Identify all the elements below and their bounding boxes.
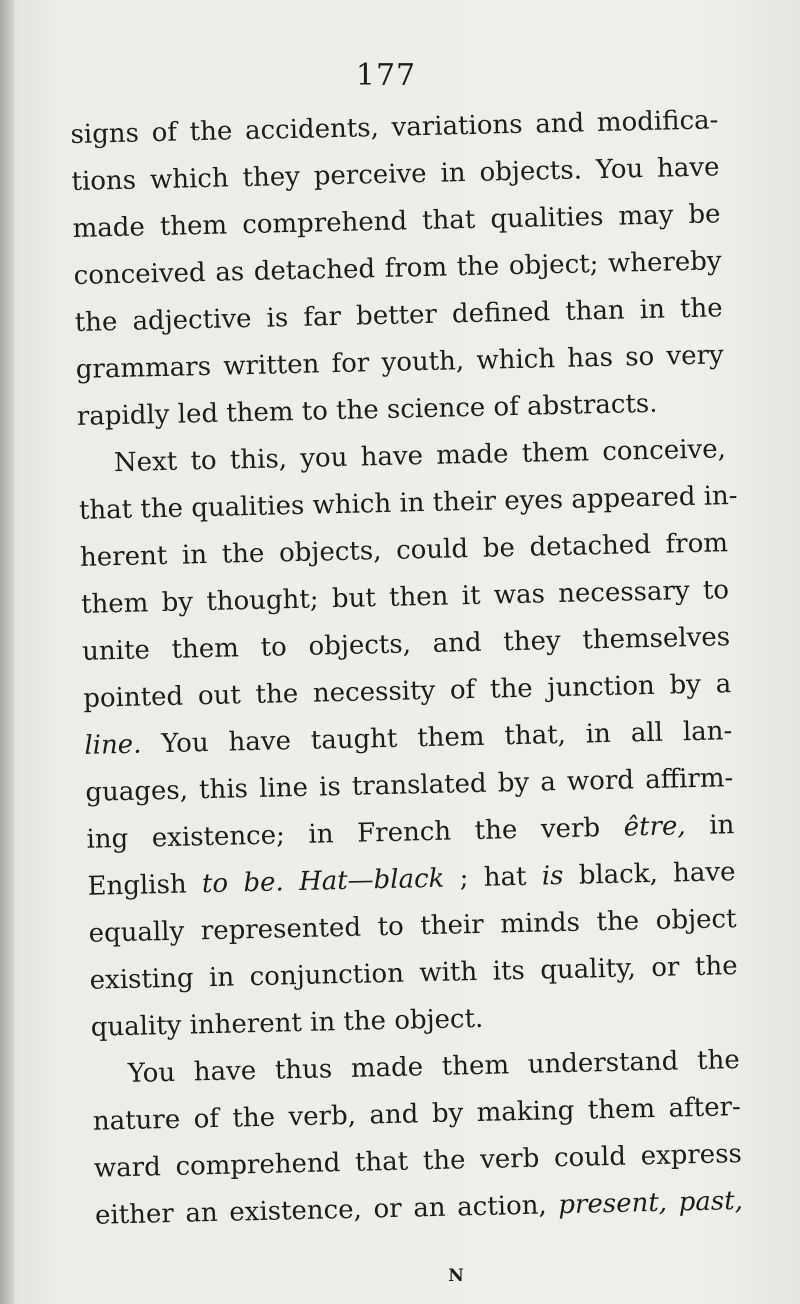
text-line: the adjective is far better defined than in the — [74, 293, 723, 338]
italic-word: to be. — [201, 867, 285, 900]
text-fragment — [667, 1187, 679, 1217]
text-line: that the qualities which in their eyes appeared in- — [78, 480, 738, 526]
italic-word: line. — [84, 729, 142, 761]
text-fragment: ; hat — [444, 861, 543, 894]
text-fragment: You have taught them that, in all lan- — [141, 716, 733, 760]
text-line: existing in conjunction with its quality, or the — [89, 951, 738, 996]
italic-word: present, — [558, 1187, 668, 1221]
text-line: guages, this line is translated by a word affirm- — [85, 763, 734, 808]
text-line: made them comprehend that qualities may be — [72, 199, 721, 244]
text-line: tions which they perceive in objects. You have — [71, 152, 720, 197]
text-fragment: ing existence; in French the verb — [86, 812, 625, 855]
signature-mark: N — [448, 1266, 464, 1286]
text-line: rapidly led them to the science of abstracts. — [76, 388, 658, 432]
text-line: ward comprehend that the verb could express — [93, 1139, 743, 1184]
text-fragment: either an existence, or an action, — [94, 1190, 559, 1231]
text-line: herent in the objects, could be detached from — [79, 528, 729, 573]
text-line: nature of the verb, and by making them after- — [92, 1092, 742, 1137]
italic-word: is — [541, 861, 564, 892]
text-line: them by thought; but then it was necessary to — [80, 575, 730, 620]
text-line: equally represented to their minds the object — [88, 904, 737, 949]
text-fragment: in — [685, 810, 735, 842]
text-fragment: black, have — [563, 857, 736, 891]
italic-word: être, — [623, 811, 686, 843]
text-line: quality inherent in the object. — [90, 1003, 484, 1043]
text-line: grammars written for youth, which has so very — [75, 340, 725, 385]
text-fragment: English — [87, 869, 203, 902]
italic-word: past, — [678, 1186, 744, 1218]
italic-word: Hat—black — [298, 863, 445, 897]
text-line: pointed out the necessity of the junction by a — [82, 669, 732, 714]
body-text — [70, 97, 743, 1239]
text-line: signs of the accidents, variations and modifica- — [70, 105, 719, 150]
text-line: conceived as detached from the object; whereby — [73, 246, 722, 291]
binding-gutter — [0, 0, 14, 1304]
text-line: Next to this, you have made them conceive, — [113, 434, 727, 479]
text-line: You have thus made them understand the — [127, 1045, 741, 1089]
text-line: unite them to objects, and they themselves — [81, 622, 731, 667]
page-number: 177 — [355, 58, 417, 93]
text-fragment — [283, 867, 299, 897]
